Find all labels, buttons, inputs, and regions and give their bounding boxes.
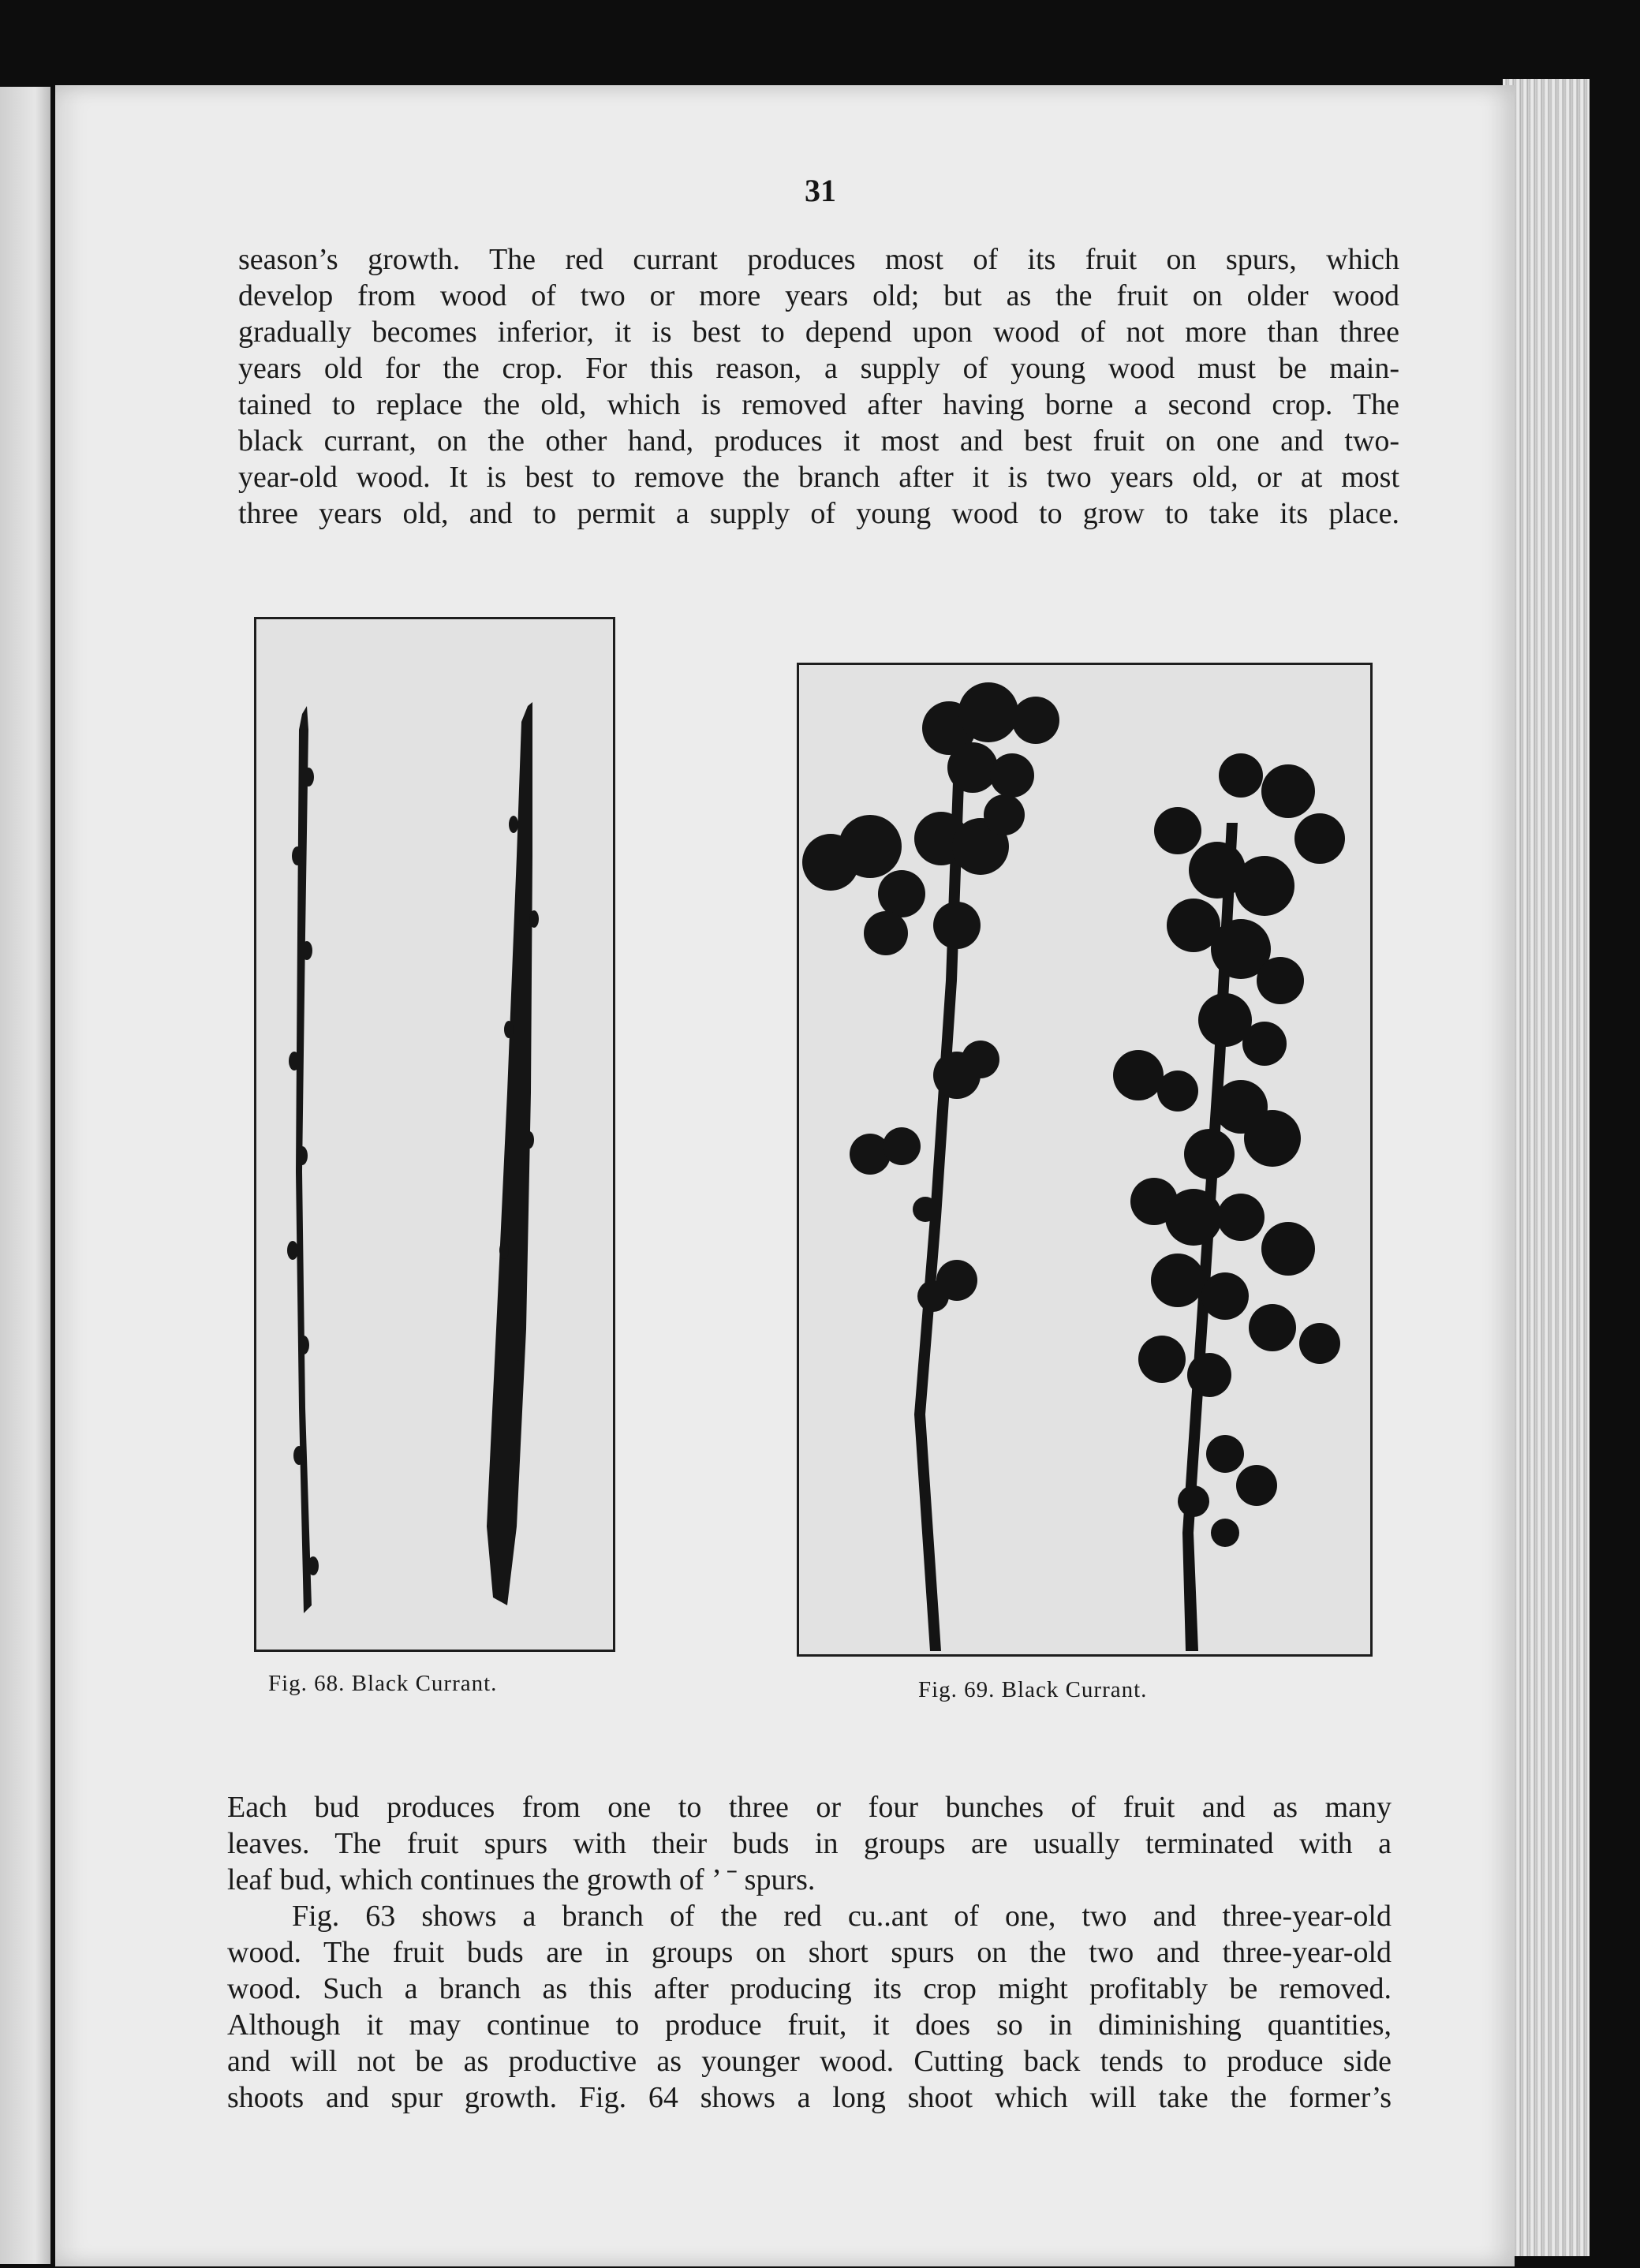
top-paragraph <box>238 241 1399 532</box>
paragraph-line: shoots and spur growth. Fig. 64 shows a long shoot which will take the former’s <box>227 2081 1392 2114</box>
paragraph-line: gradually becomes inferior, it is best to depend upon wood of not more than three <box>238 316 1399 349</box>
paragraph-line: three years old, and to permit a supply of young wood to grow to take its place. <box>238 497 1399 530</box>
paragraph-line: Each bud produces from one to three or four bunches of fruit and as many <box>227 1791 1392 1824</box>
paragraph-line: wood. Such a branch as this after producing its crop might profitably be removed. <box>227 1972 1392 2005</box>
paragraph-line: leaves. The fruit spurs with their buds in groups are usually terminated with a <box>227 1827 1392 1860</box>
figure-68-photo <box>254 617 615 1652</box>
black-currant-stems-illustration <box>256 619 613 1650</box>
figure-68-caption: Fig. 68. Black Currant. <box>268 1671 498 1696</box>
stacked-page-edges <box>1503 79 1590 2256</box>
paragraph-line: and will not be as productive as younger wood. Cutting back tends to produce side <box>227 2045 1392 2078</box>
paragraph-line: season’s growth. The red currant produces most of its fruit on spurs, which <box>238 243 1399 276</box>
paragraph-line: leaf bud, which continues the growth of ’ ˉ spurs. <box>227 1863 816 1896</box>
paragraph-line: Although it may continue to produce fruit, it does so in diminishing quantities, <box>227 2008 1392 2042</box>
bottom-paragraph <box>227 1789 1392 2116</box>
paragraph-line: develop from wood of two or more years old; but as the fruit on older wood <box>238 279 1399 312</box>
paragraph-line: years old for the crop. For this reason, a supply of young wood must be main- <box>238 352 1399 385</box>
paragraph-line: Fig. 63 shows a branch of the red cu..ant of one, two and three-year-old <box>292 1900 1392 1933</box>
page-number: 31 <box>805 173 836 208</box>
figure-69-photo <box>797 663 1373 1657</box>
paragraph-line: black currant, on the other hand, produces it most and best fruit on one and two- <box>238 424 1399 458</box>
paragraph-line: wood. The fruit buds are in groups on short spurs on the two and three-year-old <box>227 1936 1392 1969</box>
paragraph-line: tained to replace the old, which is removed after having borne a second crop. The <box>238 388 1399 421</box>
paragraph-line: year-old wood. It is best to remove the branch after it is two years old, or at most <box>238 461 1399 494</box>
black-currant-leafy-branches-illustration <box>799 665 1370 1654</box>
left-page-edge <box>0 87 50 2264</box>
figure-69-caption: Fig. 69. Black Currant. <box>918 1677 1148 1702</box>
